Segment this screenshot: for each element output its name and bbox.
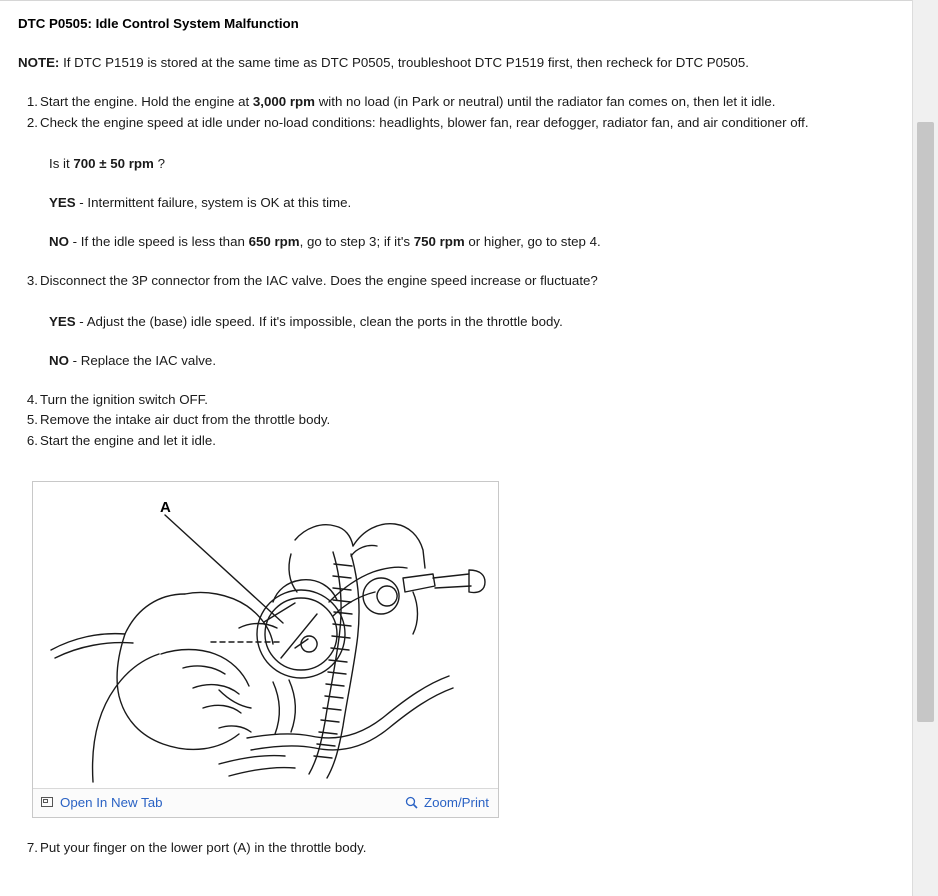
- step-4: [18, 390, 898, 411]
- figure-illustration: [33, 482, 498, 788]
- question-1-suffix: ?: [153, 156, 165, 172]
- vertical-scrollbar[interactable]: [912, 0, 938, 896]
- step-1-number: 1.: [26, 94, 38, 110]
- answer-1-no-bold-2: 750 rpm: [413, 234, 465, 250]
- zoom-print-button[interactable]: [405, 795, 489, 810]
- answer-1-no-text-post: or higher, go to step 4.: [464, 234, 601, 250]
- step-1-bold: 3,000 rpm: [252, 94, 315, 110]
- answer-3-yes: [49, 313, 898, 331]
- figure-callout-a: A: [160, 498, 171, 516]
- question-1: [49, 155, 898, 173]
- step-1: [18, 92, 898, 113]
- note-label: NOTE:: [18, 55, 60, 71]
- answer-1-no-text-pre: - If the idle speed is less than: [68, 234, 249, 250]
- question-1-prefix: Is it: [49, 156, 74, 172]
- step-6-text: Start the engine and let it idle.: [40, 432, 216, 448]
- scrollbar-thumb[interactable]: [917, 122, 934, 722]
- figure-toolbar: [33, 788, 498, 817]
- answer-3-no: [49, 352, 898, 370]
- step-5: [18, 410, 898, 431]
- step-3: [18, 271, 898, 292]
- answer-3-no-label: NO: [49, 352, 69, 368]
- step-4-number: 4.: [26, 391, 38, 407]
- steps-4-6: [18, 390, 898, 452]
- top-divider: [0, 0, 912, 1]
- figure-throttle-body: [32, 481, 499, 818]
- step-2: [18, 113, 898, 134]
- steps-1-2: [18, 92, 898, 133]
- open-in-new-tab-label: Open In New Tab: [60, 795, 163, 811]
- answer-1-no: [49, 233, 898, 251]
- step-3-number: 3.: [26, 273, 38, 289]
- step-4-text: Turn the ignition switch OFF.: [40, 391, 208, 407]
- answer-3-yes-text: - Adjust the (base) idle speed. If it's impossible, clean the ports in the throttle body.: [75, 313, 563, 329]
- step-5-number: 5.: [26, 412, 38, 428]
- zoom-print-label: Zoom/Print: [423, 795, 489, 811]
- answer-1-yes-text: - Intermittent failure, system is OK at this time.: [75, 195, 352, 211]
- open-in-new-tab-button[interactable]: [41, 795, 163, 810]
- page-title: DTC P0505: Idle Control System Malfunction: [18, 16, 299, 31]
- step-5-text: Remove the intake air duct from the throttle body.: [40, 412, 331, 428]
- step-1-text-b: with no load (in Park or neutral) until the radiator fan comes on, then let it idle.: [315, 94, 776, 110]
- step-3-block: [18, 271, 898, 292]
- answer-1-yes: [49, 194, 898, 212]
- step-1-text-a: Start the engine. Hold the engine at: [40, 94, 253, 110]
- step-2-number: 2.: [26, 114, 38, 130]
- step-3-text: Disconnect the 3P connector from the IAC valve. Does the engine speed increase or fluctuate?: [40, 273, 598, 289]
- note-text: If DTC P1519 is stored at the same time as DTC P0505, troubleshoot DTC P1519 first, then recheck for DTC P0505.: [59, 55, 749, 71]
- answer-1-yes-label: YES: [49, 195, 76, 211]
- step-2-text: Check the engine speed at idle under no-load conditions: headlights, blower fan, rear defogger, radiator fan, and air conditioner off.: [40, 114, 809, 130]
- step-7: [18, 838, 898, 859]
- step-7-number: 7.: [26, 839, 38, 855]
- note-paragraph: [18, 54, 898, 72]
- open-in-new-tab-icon: [41, 796, 54, 809]
- throttle-body-line-drawing: [33, 482, 498, 788]
- answer-1-no-label: NO: [49, 234, 69, 250]
- answer-3-yes-label: YES: [49, 313, 76, 329]
- magnifier-icon: [405, 796, 418, 809]
- step-6-number: 6.: [26, 432, 38, 448]
- answer-1-no-text-mid: , go to step 3; if it's: [299, 234, 414, 250]
- answer-3-no-text: - Replace the IAC valve.: [68, 352, 217, 368]
- step-6: [18, 431, 898, 452]
- question-1-bold: 700 ± 50 rpm: [73, 156, 154, 172]
- step-7-text: Put your finger on the lower port (A) in the throttle body.: [40, 839, 367, 855]
- answer-1-no-bold-1: 650 rpm: [248, 234, 300, 250]
